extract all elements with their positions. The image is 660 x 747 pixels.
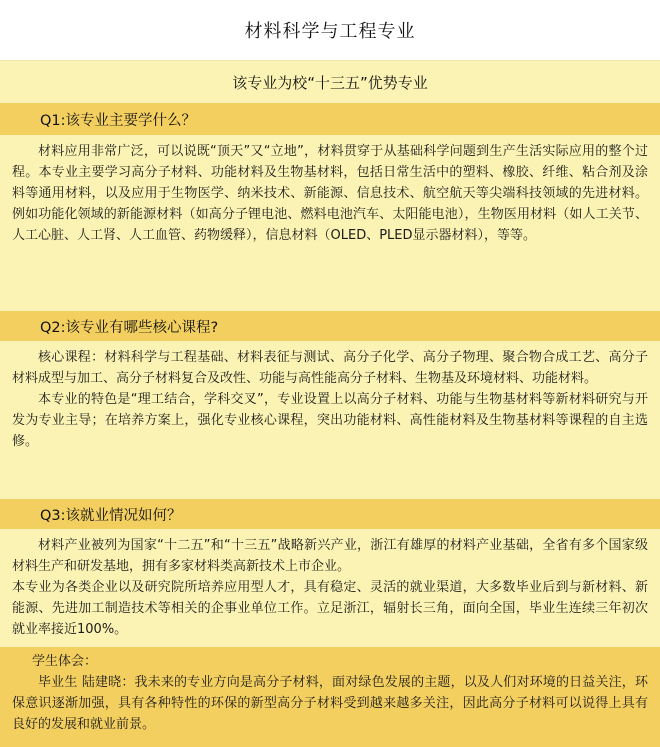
q3-answer <box>0 529 660 647</box>
q3-paragraph-industry: 材料产业被列为国家“十二五”和“十三五”战略新兴产业，浙江有雄厚的材料产业基础，全省有多个国家级材料生产和研发基地，拥有多家材料类高新技术上市企业。 <box>12 538 648 574</box>
q2-answer <box>0 341 660 499</box>
experience-label: 学生体会： <box>32 654 98 669</box>
q1-answer <box>0 135 660 311</box>
page-subtitle: 该专业为校“十三五”优势专业 <box>0 60 660 103</box>
experience-quote <box>12 672 648 735</box>
student-experience <box>0 647 660 747</box>
experience-text: 我未来的专业方向是高分子材料，面对绿色发展的主题，以及人们对环境的日益关注，环保意识逐渐加强，具有各种特性的环保的新型高分子材料受到越来越多关注，因此高分子材料可以说得上具有良好的发展和就业前景。 <box>12 675 648 732</box>
q1-paragraph: 材料应用非常广泛，可以说既“顶天”又“立地”，材料贯穿于从基础科学问题到生产生活实际应用的整个过程。本专业主要学习高分子材料、功能材料及生物基材料，包括日常生活中的塑料、橡胶、纤维、粘合剂及涂料等通用材料，以及应用于生物医学、纳米技术、新能源、信息技术、航空航天等尖端科技领域的先进材料。例如功能化领域的新能源材料（如高分子锂电池、燃料电池汽车、太阳能电池），生物医用材料（如人工关节、人工心脏、人工肾、人工血管、药物缓释），信息材料（OLED、PLED显示器材料），等等。 <box>12 144 648 243</box>
experience-speaker: 毕业生 陆建晓： <box>38 675 135 690</box>
page-title: 材料科学与工程专业 <box>0 0 660 60</box>
q2-question: Q2:该专业有哪些核心课程? <box>0 311 660 341</box>
q3-paragraph-employment: 本专业为各类企业以及研究院所培养应用型人才，具有稳定、灵活的就业渠道，大多数毕业后到与新材料、新能源、先进加工制造技术等相关的企事业单位工作。立足浙江，辐射长三角，面向全国，毕业生连续三年初次就业率接近100%。 <box>12 580 648 637</box>
q2-paragraph-courses: 核心课程：材料科学与工程基础、材料表征与测试、高分子化学、高分子物理、聚合物合成工艺、高分子材料成型与加工、高分子材料复合及改性、功能与高性能高分子材料、生物基及环境材料、功能材料。 <box>12 350 648 386</box>
q1-question: Q1:该专业主要学什么？ <box>0 103 660 135</box>
q2-paragraph-features: 本专业的特色是“理工结合，学科交叉”，专业设置上以高分子材料、功能与生物基材料等新材料研究与开发为专业主导；在培养方案上，强化专业核心课程，突出功能材料、高性能材料及生物基材料等课程的自主选修。 <box>12 392 648 449</box>
q3-question: Q3:该就业情况如何？ <box>0 499 660 529</box>
